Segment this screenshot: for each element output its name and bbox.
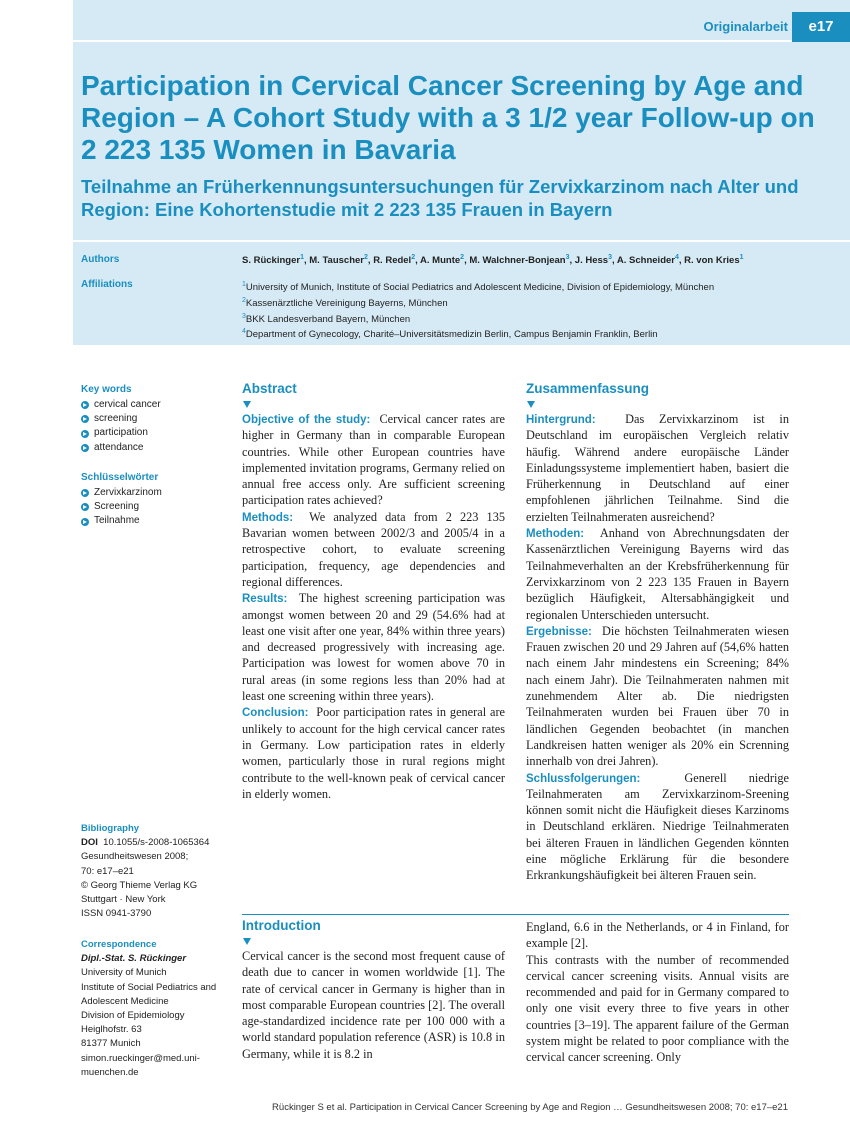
affiliation-item: $^2$Kassenärztliche Vereinigung Bayerns, München	[242, 296, 448, 309]
zusammenfassung-column	[526, 381, 789, 884]
triangle-marker-icon	[243, 938, 251, 945]
bibliography-block	[81, 822, 209, 921]
page-footer: Rückinger S et al. Participation in Cervical Cancer Screening by Age and Region … Gesundheitswesen 2008; 70: e17–e21	[272, 1102, 788, 1113]
triangle-marker-icon	[527, 401, 535, 408]
abstract-column	[242, 381, 505, 802]
keywords-list	[81, 398, 161, 455]
arrow-bullet-icon	[81, 444, 89, 452]
zf-hintergrund: Hintergrund: Das Zervixkarzinom ist in Deutschland im europäischen Vergleich relativ häufig. Während andere europäische Länder Einladungssysteme implementiert haben, basiert die Früherkennung in Deutschland auf einer empfohlenen jährlichen Teilnahme. Sind die erzielten Teilnahmeraten ausreichend?	[526, 412, 789, 524]
correspondence-block	[81, 938, 231, 1080]
correspondence-name: Dipl.-Stat. S. Rückinger	[81, 953, 187, 965]
authors-label: Authors	[81, 254, 120, 265]
keyword-item: cervical cancer	[81, 398, 161, 412]
copyright-line: © Georg Thieme Verlag KG	[81, 879, 198, 891]
affiliation-item: $^4$Department of Gynecology, Charité–Universitätsmedizin Berlin, Campus Benjamin Franklin, Berlin	[242, 328, 658, 341]
volume-line: 70: e17–e21	[81, 865, 134, 877]
affiliation-item: $^3$BKK Landesverband Bayern, München	[242, 312, 411, 325]
keyword-item: attendance	[81, 441, 161, 455]
arrow-bullet-icon	[81, 415, 89, 423]
article-subtitle: Teilnahme an Früherkennungsuntersuchungen für Zervixkarzinom nach Alter und Region: Eine Kohortenstudie mit 2 223 135 Frauen in Bayern	[81, 176, 799, 220]
intro-paragraph: This contrasts with the number of recommended cervical cancer screening visits. Annual visits are recommended and paid for in Germany compared to only one visit every three to five years in other countries [3–19]. The apparent failure of the German system might be related to poor compliance with the cervical cancer screening. Only	[526, 952, 789, 1065]
section-tag: Originalarbeit	[703, 19, 788, 34]
author: A. Schneider	[616, 255, 675, 267]
address-line: Institute of Social Pediatrics and	[81, 981, 217, 993]
email-link[interactable]: simon.rueckinger@med.uni-	[81, 1052, 200, 1064]
email-link[interactable]: muenchen.de	[81, 1066, 139, 1078]
address-line: Heiglhofstr. 63	[81, 1024, 142, 1036]
author: S. Rückinger	[242, 255, 301, 267]
keywords-heading: Key words	[81, 384, 132, 395]
address-line: 81377 Munich	[81, 1038, 141, 1050]
affiliation-item: $^1$University of Munich, Institute of Social Pediatrics and Adolescent Medicine, Division of Epidemiology, München	[242, 281, 715, 294]
author: J. Hess	[574, 255, 609, 267]
author: A. Munte	[420, 255, 461, 267]
keyword-item: participation	[81, 426, 161, 440]
zf-methoden: Methoden: Anhand von Abrechnungsdaten der Kassenärztlichen Vereinigung Bayerns wird das Teilnahmeverhalten an der Krebsfrüherkennung für Zervixkarzinom von 2 223 135 Frauen in Bayern bezüglich Häufigkeit, Altersabhängigkeit und regionalen Unterschieden untersucht.	[526, 526, 789, 622]
keyword-item: Teilnahme	[81, 514, 162, 528]
abstract-conclusion: Conclusion: Poor participation rates in general are unlikely to account for the high cervical cancer rates in Germany. Low participation rates in elderly women, particularly those in rural regions might contribute to the well-known peak of cervical cancer in elderly women.	[242, 705, 506, 801]
page-number: e17	[792, 12, 850, 42]
keyword-item: Zervixkarzinom	[81, 486, 162, 500]
schluesselwoerter-heading: Schlüsselwörter	[81, 472, 159, 483]
author: M. Tauscher	[309, 255, 364, 267]
arrow-bullet-icon	[81, 503, 89, 511]
address-line: Adolescent Medicine	[81, 995, 169, 1007]
author: M. Walchner-Bonjean	[469, 255, 566, 267]
introduction-divider	[242, 914, 789, 915]
abstract-results: Results: The highest screening participation was amongst women between 20 and 29 (54.6% had at least one visit after one year, 84% within three years) and decreased progressively with increasing age. Participation was lowest for women above 70 in rural areas (in some regions less than 20% had at least one screening within three years).	[242, 591, 505, 704]
arrow-bullet-icon	[81, 430, 89, 438]
address-line: University of Munich	[81, 967, 167, 979]
bibliography-heading: Bibliography	[81, 823, 140, 834]
author: R. Redel	[373, 255, 412, 267]
zf-ergebnisse: Ergebnisse: Die höchsten Teilnahmeraten wiesen Frauen zwischen 20 und 29 Jahren auf (54,6% hatten nach einem Jahr mindestens ein Screening; 84% nach einem Jahr). Die Teilnahmeraten nahmen mit zunehmendem Alter ab. Die niedrigsten Teilnahmeraten wurden bei Frauen über 70 in ländlichen Gegenden beobachtet (in manchen Landkreisen hatten weniger als 20% ein Screnning innerhalb von drei Jahren).	[526, 623, 789, 769]
journal-line: Gesundheitswesen 2008;	[81, 851, 189, 863]
address-line: Division of Epidemiology	[81, 1010, 185, 1022]
triangle-marker-icon	[243, 401, 251, 408]
schluesselwoerter-list	[81, 486, 162, 529]
zf-schlussfolgerungen: Schlussfolgerungen: Generell niedrige Teilnahmeraten am Zervixkarzinom-Sreening können somit nicht die Häufigkeit dieses Karzinoms in Deutschland erklären. Niedrige Teilnahmeraten bei älteren Frauen in ländlichen Gegenden könnten eine mögliche Erklärung für die besondere Erkrankungshäufigkeit bei älteren Frauen sein.	[526, 770, 789, 883]
keyword-item: Screening	[81, 500, 162, 514]
affiliations-label: Affiliations	[81, 279, 133, 290]
abstract-objective: Objective of the study: Cervical cancer rates are higher in Germany than in comparable European countries. While other European countries have implemented invitation programs, Germany relied on annual free access only. Are sufficient screening participation rates achieved?	[242, 412, 505, 508]
introduction-column-2	[526, 919, 789, 1066]
intro-paragraph: Cervical cancer is the second most frequent cause of death due to cancer in women worldwide [1]. The rate of cervical cancer in Germany is higher than in most comparable European countries [2]. The overall age-standardized incidence rate per 100 000 with a world standard population reference (ASR) is 10.8 in Germany, while it is 8.2 in	[242, 949, 505, 1061]
issn-line: ISSN 0941-3790	[81, 908, 152, 920]
introduction-column-1	[242, 918, 505, 1062]
doi-link[interactable]: 10.1055/s-2008-1065364	[103, 837, 210, 849]
correspondence-heading: Correspondence	[81, 939, 157, 950]
author: R. von Kries	[684, 255, 740, 267]
arrow-bullet-icon	[81, 401, 89, 409]
keyword-item: screening	[81, 412, 161, 426]
place-line: Stuttgart · New York	[81, 894, 166, 906]
intro-paragraph: England, 6.6 in the Netherlands, or 4 in Finland, for example [2].	[526, 920, 789, 951]
affiliations-list	[242, 279, 714, 342]
zusammenfassung-heading: Zusammenfassung	[526, 381, 650, 396]
band-divider	[73, 240, 850, 242]
authors-list: S. Rückinger$^1$, M. Tauscher$^2$, R. Redel$^2$, A. Munte$^2$, M. Walchner-Bonjean$^3$, J. Hess$^3$, A. Schneider$^4$, R. von Kries$^1$	[242, 254, 744, 267]
arrow-bullet-icon	[81, 489, 89, 497]
arrow-bullet-icon	[81, 518, 89, 526]
abstract-methods: Methods: We analyzed data from 2 223 135 Bavarian women between 2002/3 and 2005/4 in a retrospective cohort, to evaluate screening participation, frequency, age dependencies and regional differences.	[242, 509, 505, 589]
article-title: Participation in Cervical Cancer Screening by Age and Region – A Cohort Study with a 3 1/2 year Follow-up on 2 223 135 Women in Bavaria	[81, 70, 815, 165]
doi-line: DOI 10.1055/s-2008-1065364	[81, 837, 210, 849]
introduction-heading: Introduction	[242, 918, 321, 933]
abstract-heading: Abstract	[242, 381, 297, 396]
